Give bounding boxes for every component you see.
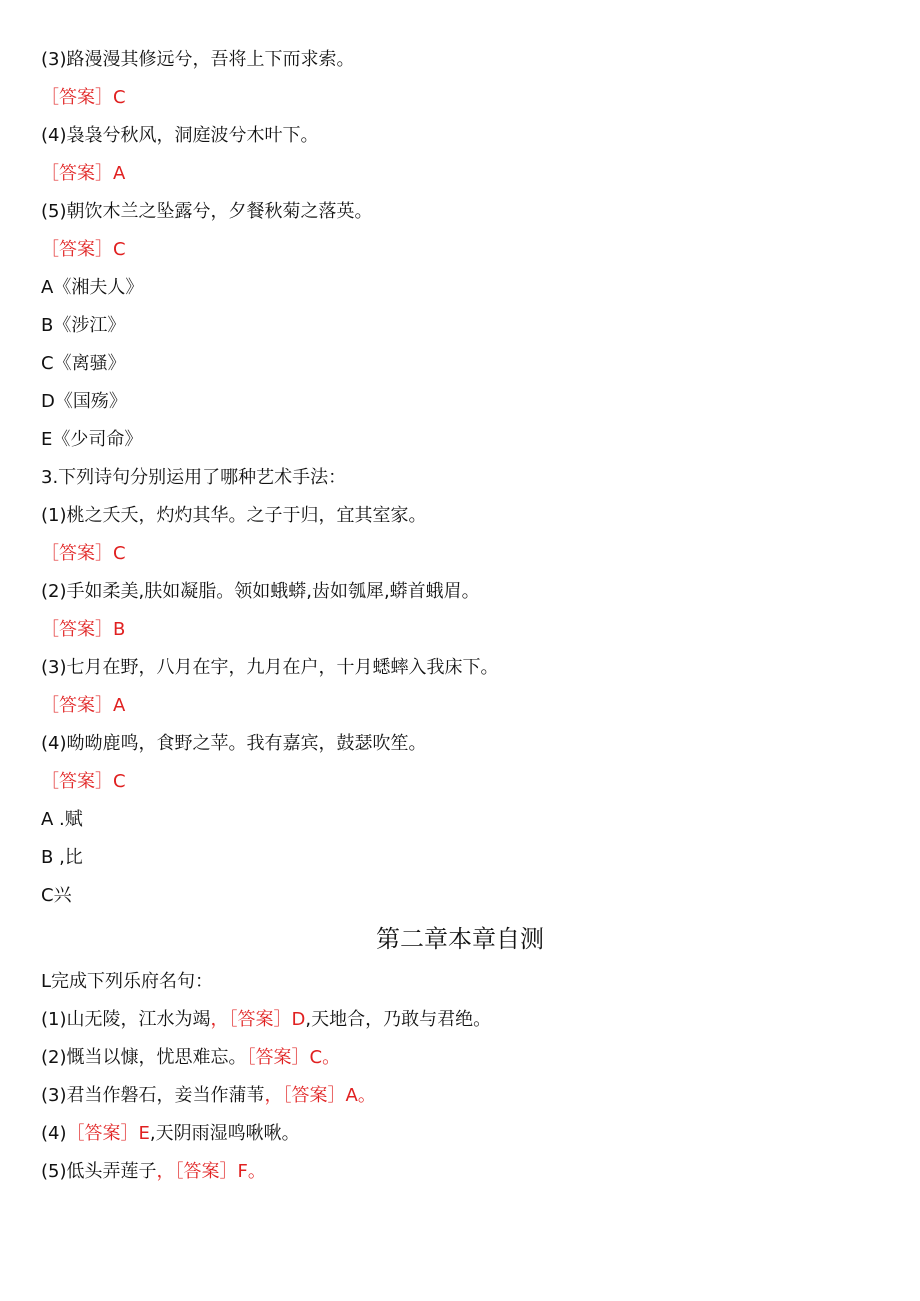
option-line: C兴 — [41, 885, 72, 906]
fill-item — [41, 1046, 340, 1070]
fill-item-answer: ［答案］C。 — [246, 1047, 341, 1068]
fill-item-prefix: (5)低头弄莲子 — [41, 1161, 157, 1182]
section-intro: L完成下列乐府名句： — [41, 971, 214, 992]
question-line: (5)朝饮木兰之坠露兮，夕餐秋菊之落英。 — [41, 201, 373, 222]
question-line: (1)桃之夭夭，灼灼其华。之子于归，宜其室家。 — [41, 505, 427, 526]
fill-item-answer: ，［答案］A。 — [264, 1085, 376, 1106]
option-line: E《少司命》 — [41, 429, 143, 450]
fill-item-answer: ，［答案］D — [210, 1009, 306, 1030]
question-line: (4)呦呦鹿鸣，食野之苹。我有嘉宾，鼓瑟吹笙。 — [41, 733, 427, 754]
fill-item-prefix: (2)慨当以慷，忧思难忘。 — [41, 1047, 247, 1068]
fill-item — [41, 1122, 300, 1146]
fill-item-prefix: (4) — [41, 1123, 67, 1144]
fill-item-prefix: (3)君当作磐石，妾当作蒲苇 — [41, 1085, 265, 1106]
question-line: (2)手如柔美,肤如凝脂。领如蛾蟒,齿如瓠犀,蟒首蛾眉。 — [41, 581, 480, 602]
question-heading: 3.下列诗句分别运用了哪种艺术手法： — [41, 467, 347, 488]
option-line: D《国殇》 — [41, 391, 127, 412]
answer-line: ［答案］B — [41, 619, 126, 640]
fill-item-suffix: ,天地合，乃敢与君绝。 — [305, 1009, 492, 1030]
question-line: (4)袅袅兮秋风，洞庭波兮木叶下。 — [41, 125, 319, 146]
option-line: C《离骚》 — [41, 353, 126, 374]
answer-line: ［答案］C — [41, 87, 126, 108]
fill-item — [41, 1008, 491, 1032]
answer-line: ［答案］A — [41, 163, 126, 184]
option-line: A .赋 — [41, 809, 83, 830]
fill-item-answer: ，［答案］F。 — [156, 1161, 266, 1182]
fill-item — [41, 1084, 376, 1108]
option-line: A《湘夫人》 — [41, 277, 144, 298]
fill-item-prefix: (1)山无陵，江水为竭 — [41, 1009, 211, 1030]
fill-item — [41, 1160, 266, 1184]
option-line: B《涉江》 — [41, 315, 126, 336]
question-line: (3)路漫漫其修远兮，吾将上下而求索。 — [41, 49, 355, 70]
answer-line: ［答案］C — [41, 239, 126, 260]
chapter-heading: 第二章本章自测 — [376, 925, 544, 953]
answer-line: ［答案］C — [41, 771, 126, 792]
question-line: (3)七月在野，八月在宇，九月在户，十月蟋蟀入我床下。 — [41, 657, 499, 678]
option-line: B ,比 — [41, 847, 83, 868]
fill-item-answer: ［答案］E — [66, 1123, 150, 1144]
fill-item-suffix: ,天阴雨湿鸣啾啾。 — [149, 1123, 300, 1144]
answer-line: ［答案］A — [41, 695, 126, 716]
answer-line: ［答案］C — [41, 543, 126, 564]
